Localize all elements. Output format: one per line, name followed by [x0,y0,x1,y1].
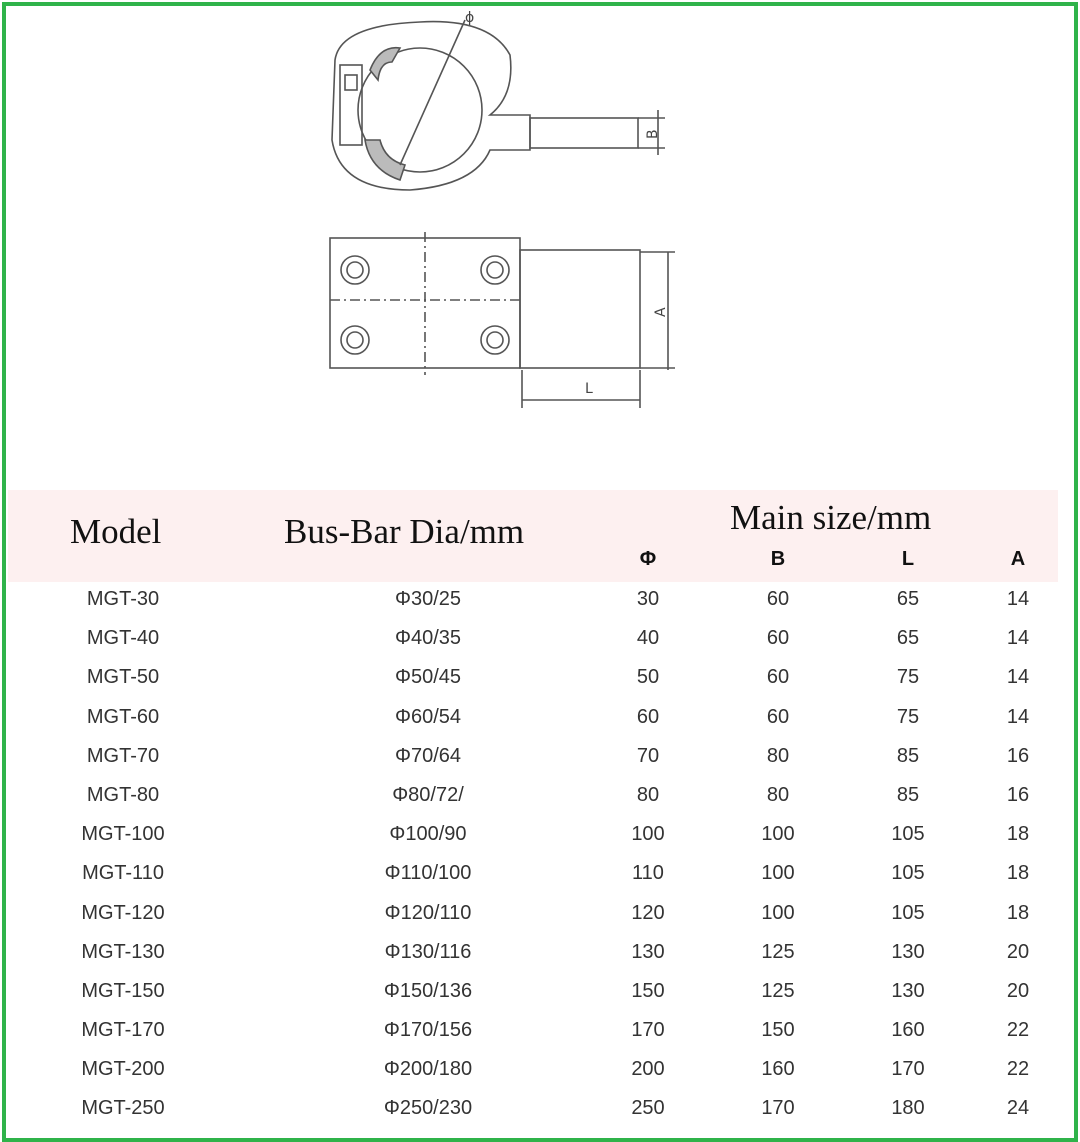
b-cell: 100 [761,862,795,885]
model-cell: MGT-100 [81,823,165,846]
bus-bar-dia-cell: Φ200/180 [383,1058,473,1081]
a-cell: 14 [1006,588,1030,610]
a-label: A [653,307,669,317]
model-cell: MGT-110 [82,862,164,885]
header-b: B [770,548,786,570]
table-row [8,658,1058,697]
model-cell: MGT-80 [86,783,160,806]
a-cell: 14 [1006,705,1030,728]
bus-bar-dia-cell: Φ30/25 [394,588,461,610]
a-cell: 16 [1006,783,1030,806]
bus-bar-dia-cell: Φ70/64 [394,744,461,767]
table-row [8,698,1058,737]
a-cell: 20 [1006,940,1030,963]
l-cell: 180 [891,1097,925,1120]
bolt-head [481,326,509,354]
hatched-section [370,48,400,80]
table-row [8,894,1058,933]
l-cell: 130 [891,979,925,1002]
b-label: B [645,129,661,139]
model-cell: MGT-40 [86,627,160,650]
l-cell: 65 [896,588,920,610]
bus-bar-dia-cell: Φ110/100 [384,862,472,885]
a-cell: 14 [1006,627,1030,650]
header-l: L [901,548,915,570]
table-header [8,490,1058,582]
b-cell: 80 [766,783,790,806]
phi-cell: 50 [636,666,660,689]
model-cell: MGT-70 [86,744,160,767]
model-cell: MGT-130 [81,940,165,963]
bus-bar-dia-cell: Φ130/116 [384,940,472,963]
bus-bar-dia-cell: Φ100/90 [389,823,467,846]
phi-cell: 200 [631,1058,665,1081]
clamp-drawing-svg [300,0,720,440]
model-cell: MGT-120 [81,901,165,924]
b-cell: 60 [766,627,790,650]
bus-bar-dia-cell: Φ60/54 [394,705,461,728]
table-row [8,776,1058,815]
a-cell: 20 [1006,979,1030,1002]
a-cell: 24 [1006,1097,1030,1120]
phi-cell: 80 [636,783,660,806]
phi-cell: 100 [631,823,665,846]
hatched-section [365,140,405,180]
table-row [8,1089,1058,1128]
model-cell: MGT-30 [86,588,160,610]
b-cell: 170 [761,1097,795,1120]
phi-cell: 70 [636,744,660,767]
a-cell: 18 [1006,823,1030,846]
phi-cell: 30 [636,588,660,610]
phi-cell: 150 [631,979,665,1002]
l-cell: 75 [896,705,920,728]
bus-bar-dia-cell: Φ120/110 [384,901,472,924]
b-cell: 160 [761,1058,795,1081]
table-row [8,854,1058,893]
phi-cell: 120 [631,901,665,924]
table-row [8,580,1058,619]
phi-cell: 60 [636,705,660,728]
nut-outline [345,75,357,90]
arm-stem [530,118,638,148]
l-cell: 105 [891,901,925,924]
b-cell: 150 [761,1019,795,1042]
model-cell: MGT-50 [86,666,160,689]
a-cell: 18 [1006,862,1030,885]
phi-label: ϕ [465,10,475,26]
l-cell: 160 [891,1019,925,1042]
model-cell: MGT-250 [81,1097,165,1120]
bolt-head [341,326,369,354]
clamp-technical-drawing [300,0,720,440]
b-cell: 60 [766,666,790,689]
table-row [8,933,1058,972]
bus-bar-dia-cell: Φ170/156 [383,1019,473,1042]
bolt-head [341,256,369,284]
b-cell: 100 [761,823,795,846]
l-cell: 170 [891,1058,925,1081]
table-row [8,1011,1058,1050]
header-phi: Φ [639,548,657,570]
bus-bar-dia-cell: Φ250/230 [383,1097,473,1120]
a-cell: 18 [1006,901,1030,924]
b-cell: 100 [761,901,795,924]
l-cell: 105 [891,862,925,885]
model-cell: MGT-60 [86,705,160,728]
phi-dimension-line [400,20,465,165]
b-cell: 60 [766,705,790,728]
a-cell: 16 [1006,744,1030,767]
b-cell: 125 [761,979,795,1002]
b-cell: 60 [766,588,790,610]
bolt-head [481,256,509,284]
l-cell: 130 [891,940,925,963]
model-cell: MGT-200 [81,1058,165,1081]
model-cell: MGT-150 [81,979,165,1002]
bus-bar-dia-cell: Φ50/45 [394,666,461,689]
phi-cell: 40 [636,627,660,650]
phi-cell: 110 [632,862,664,885]
table-body [8,580,1058,1129]
l-cell: 75 [896,666,920,689]
a-cell: 22 [1006,1019,1030,1042]
header-bus-bar: Bus-Bar Dia/mm [284,512,525,551]
bus-bar-dia-cell: Φ40/35 [394,627,461,650]
l-cell: 85 [896,744,920,767]
b-cell: 80 [766,744,790,767]
phi-cell: 130 [631,940,665,963]
header-main-size: Main size/mm [730,498,932,537]
a-cell: 14 [1006,666,1030,689]
l-cell: 65 [896,627,920,650]
l-cell: 85 [896,783,920,806]
l-cell: 105 [891,823,925,846]
table-row [8,972,1058,1011]
a-cell: 22 [1006,1058,1030,1081]
header-a: A [1010,548,1026,570]
phi-cell: 170 [631,1019,665,1042]
model-cell: MGT-170 [81,1019,165,1042]
table-row [8,619,1058,658]
arm-bottom-view [520,250,640,368]
table-row [8,815,1058,854]
l-label: L [585,381,593,397]
header-model: Model [70,512,162,551]
phi-cell: 250 [631,1097,665,1120]
table-row [8,737,1058,776]
b-cell: 125 [761,940,795,963]
bus-bar-dia-cell: Φ80/72/ [392,783,464,806]
bus-bar-dia-cell: Φ150/136 [383,979,473,1002]
table-row [8,1050,1058,1089]
